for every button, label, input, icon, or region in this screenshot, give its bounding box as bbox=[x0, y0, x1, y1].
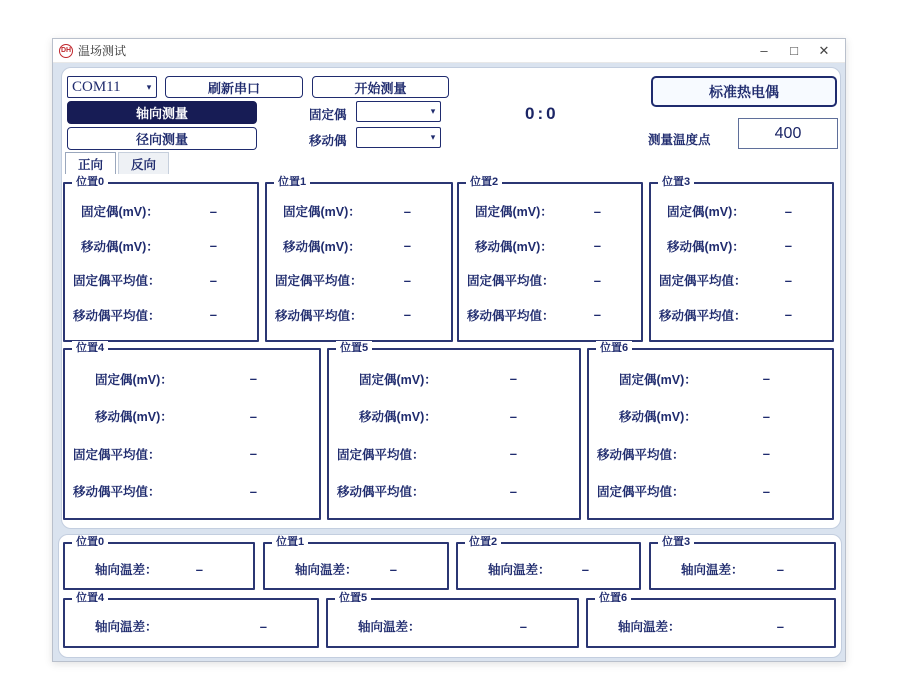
fixed-mv-value: – bbox=[209, 203, 217, 219]
diff-box-5 bbox=[326, 592, 579, 648]
chevron-down-icon: ▾ bbox=[430, 132, 436, 142]
fixed-mv-value: – bbox=[762, 371, 770, 387]
axial-measure-button[interactable]: 轴向测量 bbox=[67, 101, 257, 124]
moving-mv-label: 移动偶(mV)： bbox=[619, 410, 697, 425]
axial-diff-value: – bbox=[776, 561, 784, 577]
temp-point-input[interactable]: 400 bbox=[738, 118, 838, 149]
moving-mv-label: 移动偶(mV)： bbox=[283, 239, 361, 254]
minimize-button[interactable]: – bbox=[760, 42, 768, 58]
group-box-title: 位置3 bbox=[658, 535, 694, 549]
moving-avg-label: 移动偶平均值： bbox=[275, 308, 363, 323]
moving-mv-label: 移动偶(mV)： bbox=[475, 239, 553, 254]
diff-box-2 bbox=[456, 536, 641, 590]
moving-couple-select[interactable] bbox=[356, 127, 441, 148]
fixed-avg-label: 固定偶平均值： bbox=[73, 274, 161, 289]
com-port-select[interactable] bbox=[67, 76, 157, 98]
chevron-down-icon: ▾ bbox=[146, 81, 152, 92]
window-title: 温场测试 bbox=[78, 44, 127, 58]
position-box-2 bbox=[457, 176, 643, 342]
fixed-couple-label: 固定偶 bbox=[309, 108, 347, 122]
group-box-title: 位置2 bbox=[466, 175, 502, 189]
axial-diff-value: – bbox=[259, 618, 267, 634]
fixed-mv-label: 固定偶(mV)： bbox=[283, 205, 361, 220]
position-box-3 bbox=[649, 176, 834, 342]
moving-avg-label: 移动偶平均值： bbox=[73, 485, 161, 500]
fixed-avg-value: – bbox=[509, 446, 517, 462]
moving-mv-value: – bbox=[762, 408, 770, 424]
moving-mv-value: – bbox=[784, 238, 792, 254]
group-box-title: 位置4 bbox=[72, 591, 108, 605]
fixed-avg-label: 固定偶平均值： bbox=[659, 274, 747, 289]
group-box-title: 位置0 bbox=[72, 535, 108, 549]
tab-reverse[interactable]: 反向 bbox=[118, 152, 169, 174]
refresh-serial-button[interactable]: 刷新串口 bbox=[165, 76, 303, 98]
position-box-5 bbox=[327, 342, 581, 520]
fixed-avg-value: – bbox=[593, 272, 601, 288]
moving-mv-label: 移动偶(mV)： bbox=[359, 410, 437, 425]
moving-couple-label: 移动偶 bbox=[309, 134, 347, 148]
fixed-avg-label: 固定偶平均值： bbox=[337, 447, 425, 462]
group-box-title: 位置6 bbox=[596, 341, 632, 355]
position-box-0 bbox=[63, 176, 259, 342]
group-box-title: 位置6 bbox=[595, 591, 631, 605]
fixed-avg-label: 固定偶平均值： bbox=[275, 274, 363, 289]
fixed-couple-select[interactable] bbox=[356, 101, 441, 122]
temp-point-label: 测量温度点 bbox=[648, 133, 711, 147]
axial-diff-value: – bbox=[519, 618, 527, 634]
fixed-avg-label: 固定偶平均值： bbox=[467, 274, 555, 289]
group-box-title: 位置5 bbox=[335, 591, 371, 605]
fixed-mv-label: 固定偶(mV)： bbox=[619, 372, 697, 387]
moving-mv-value: – bbox=[249, 408, 257, 424]
moving-avg-label: 移动偶平均值： bbox=[659, 308, 747, 323]
app-window bbox=[52, 38, 846, 662]
axial-diff-value: – bbox=[776, 618, 784, 634]
direction-tabs bbox=[65, 152, 171, 174]
axial-diff-value: – bbox=[581, 561, 589, 577]
group-box-title: 位置3 bbox=[658, 175, 694, 189]
axial-diff-value: – bbox=[389, 561, 397, 577]
moving-avg-value: – bbox=[209, 307, 217, 323]
app-logo-icon: DH bbox=[59, 44, 73, 58]
fixed-mv-label: 固定偶(mV)： bbox=[475, 205, 553, 220]
standard-thermocouple-button[interactable]: 标准热电偶 bbox=[651, 76, 837, 107]
fixed-avg-label: 固定偶平均值： bbox=[597, 485, 685, 500]
moving-mv-value: – bbox=[593, 238, 601, 254]
fixed-mv-label: 固定偶(mV)： bbox=[95, 372, 173, 387]
radial-measure-button[interactable]: 径向测量 bbox=[67, 127, 257, 150]
moving-avg-label: 移动偶平均值： bbox=[467, 308, 555, 323]
moving-mv-label: 移动偶(mV)： bbox=[81, 239, 159, 254]
position-box-4 bbox=[63, 342, 321, 520]
moving-avg-value: – bbox=[403, 307, 411, 323]
axial-diff-label: 轴向温差： bbox=[95, 563, 158, 577]
fixed-mv-value: – bbox=[784, 203, 792, 219]
axial-diff-label: 轴向温差： bbox=[618, 620, 681, 634]
group-box-title: 位置1 bbox=[272, 535, 308, 549]
fixed-mv-value: – bbox=[509, 371, 517, 387]
moving-mv-value: – bbox=[403, 238, 411, 254]
axial-diff-label: 轴向温差： bbox=[295, 563, 358, 577]
maximize-button[interactable]: □ bbox=[790, 42, 798, 58]
fixed-mv-label: 固定偶(mV)： bbox=[359, 372, 437, 387]
group-box-title: 位置4 bbox=[72, 341, 108, 355]
diff-box-0 bbox=[63, 536, 255, 590]
com-port-value: COM11 bbox=[72, 78, 121, 95]
moving-mv-value: – bbox=[509, 408, 517, 424]
group-box-title: 位置5 bbox=[336, 341, 372, 355]
moving-avg-label: 移动偶平均值： bbox=[73, 308, 161, 323]
moving-avg-label: 移动偶平均值： bbox=[337, 485, 425, 500]
fixed-avg-value: – bbox=[209, 272, 217, 288]
group-box-title: 位置0 bbox=[72, 175, 108, 189]
moving-mv-label: 移动偶(mV)： bbox=[667, 239, 745, 254]
chevron-down-icon: ▾ bbox=[430, 106, 436, 116]
position-box-1 bbox=[265, 176, 453, 342]
diff-box-4 bbox=[63, 592, 319, 648]
axial-diff-label: 轴向温差： bbox=[358, 620, 421, 634]
moving-avg-value: – bbox=[762, 446, 770, 462]
diff-box-6 bbox=[586, 592, 836, 648]
diff-box-1 bbox=[263, 536, 449, 590]
fixed-avg-value: – bbox=[784, 272, 792, 288]
group-box-title: 位置2 bbox=[465, 535, 501, 549]
fixed-mv-value: – bbox=[249, 371, 257, 387]
fixed-mv-value: – bbox=[593, 203, 601, 219]
group-box-title: 位置1 bbox=[274, 175, 310, 189]
moving-avg-value: – bbox=[784, 307, 792, 323]
title-bar bbox=[53, 39, 845, 63]
axial-diff-value: – bbox=[195, 561, 203, 577]
measure-timer: 0:0 bbox=[525, 104, 559, 123]
moving-mv-label: 移动偶(mV)： bbox=[95, 410, 173, 425]
moving-mv-value: – bbox=[209, 238, 217, 254]
moving-avg-label: 移动偶平均值： bbox=[597, 447, 685, 462]
tab-forward[interactable]: 正向 bbox=[65, 152, 116, 174]
axial-diff-label: 轴向温差： bbox=[95, 620, 158, 634]
axial-diff-label: 轴向温差： bbox=[681, 563, 744, 577]
moving-avg-value: – bbox=[509, 483, 517, 499]
axial-diff-label: 轴向温差： bbox=[488, 563, 551, 577]
moving-avg-value: – bbox=[249, 483, 257, 499]
fixed-mv-value: – bbox=[403, 203, 411, 219]
start-measure-button[interactable]: 开始测量 bbox=[312, 76, 449, 98]
fixed-avg-value: – bbox=[403, 272, 411, 288]
close-button[interactable]: ✕ bbox=[818, 42, 830, 58]
fixed-avg-label: 固定偶平均值： bbox=[73, 447, 161, 462]
fixed-avg-value: – bbox=[249, 446, 257, 462]
fixed-mv-label: 固定偶(mV)： bbox=[667, 205, 745, 220]
position-box-6 bbox=[587, 342, 834, 520]
fixed-mv-label: 固定偶(mV)： bbox=[81, 205, 159, 220]
moving-avg-value: – bbox=[593, 307, 601, 323]
diff-box-3 bbox=[649, 536, 836, 590]
fixed-avg-value: – bbox=[762, 483, 770, 499]
